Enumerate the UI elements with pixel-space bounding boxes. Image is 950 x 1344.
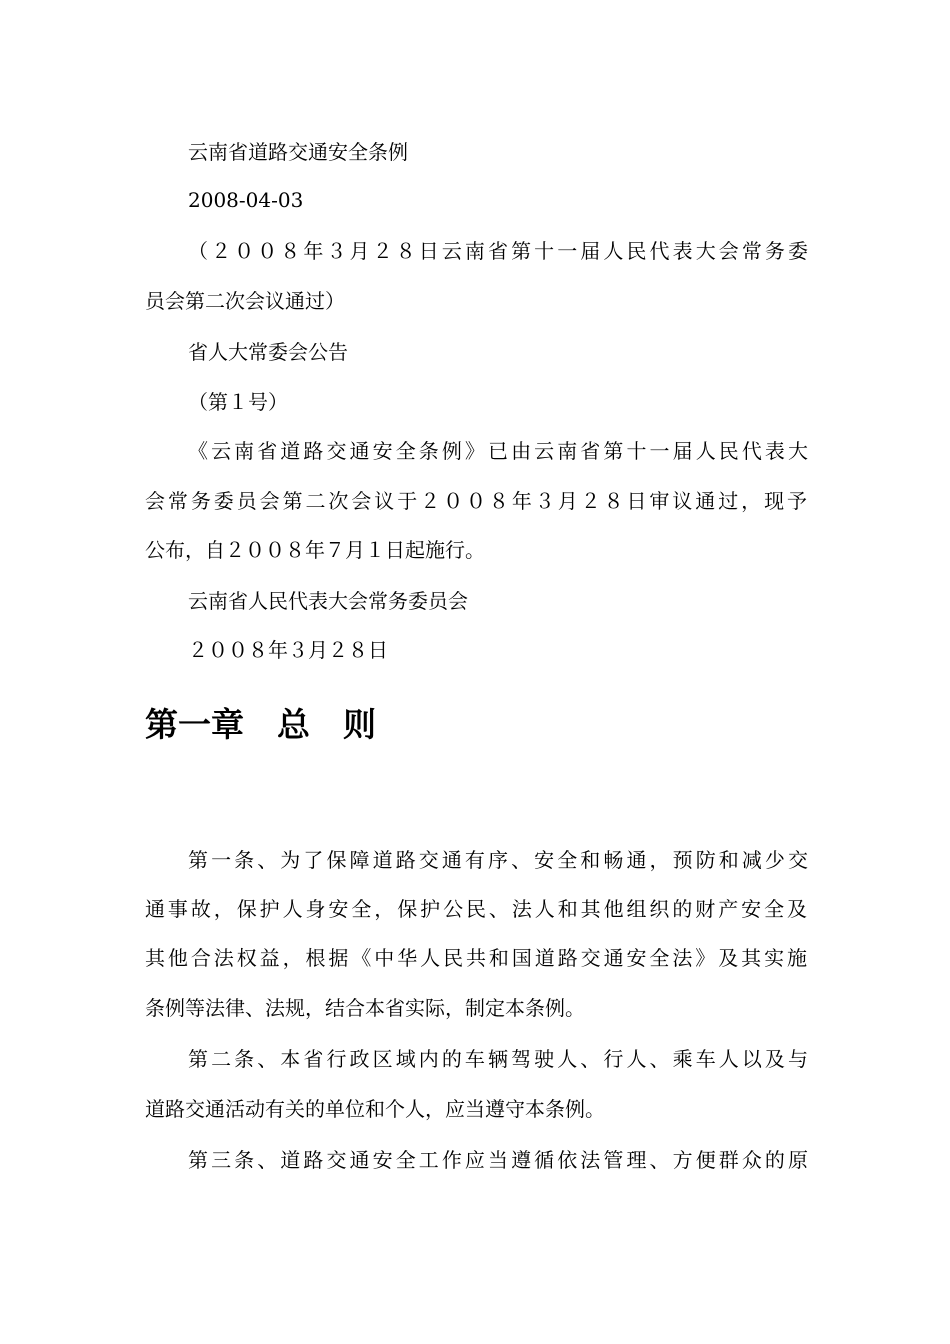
announcement-body-line: 《云南省道路交通安全条例》已由云南省第十一届人民代表大 xyxy=(188,439,808,463)
article-line: 第二条、本省行政区域内的车辆驾驶人、行人、乘车人以及与 xyxy=(188,1047,808,1071)
announcement-number: （第１号） xyxy=(188,390,288,414)
announcement-title: 省人大常委会公告 xyxy=(188,340,348,364)
announcement-body-line: 公布，自２００８年７月１日起施行。 xyxy=(145,538,485,562)
article-line: 第一条、为了保障道路交通有序、安全和畅通，预防和减少交 xyxy=(188,848,808,872)
issuer: 云南省人民代表大会常务委员会 xyxy=(188,589,468,613)
document-title: 云南省道路交通安全条例 xyxy=(188,140,408,164)
article-line: 通事故，保护人身安全，保护公民、法人和其他组织的财产安全及 xyxy=(145,897,807,921)
issue-date: ２００８年３月２８日 xyxy=(188,638,388,662)
document-date: 2008-04-03 xyxy=(188,188,304,212)
article-line: 道路交通活动有关的单位和个人，应当遵守本条例。 xyxy=(145,1097,605,1121)
article-line: 条例等法律、法规，结合本省实际，制定本条例。 xyxy=(145,996,585,1020)
chapter-heading: 第一章 总 则 xyxy=(145,705,376,744)
article-line: 第三条、道路交通安全工作应当遵循依法管理、方便群众的原 xyxy=(188,1148,808,1172)
adoption-note-line: （２００８年３月２８日云南省第十一届人民代表大会常务委 xyxy=(188,239,808,263)
adoption-note-line: 员会第二次会议通过） xyxy=(145,289,345,313)
article-line: 其他合法权益，根据《中华人民共和国道路交通安全法》及其实施 xyxy=(145,946,807,970)
announcement-body-line: 会常务委员会第二次会议于２００８年３月２８日审议通过，现予 xyxy=(145,489,807,513)
